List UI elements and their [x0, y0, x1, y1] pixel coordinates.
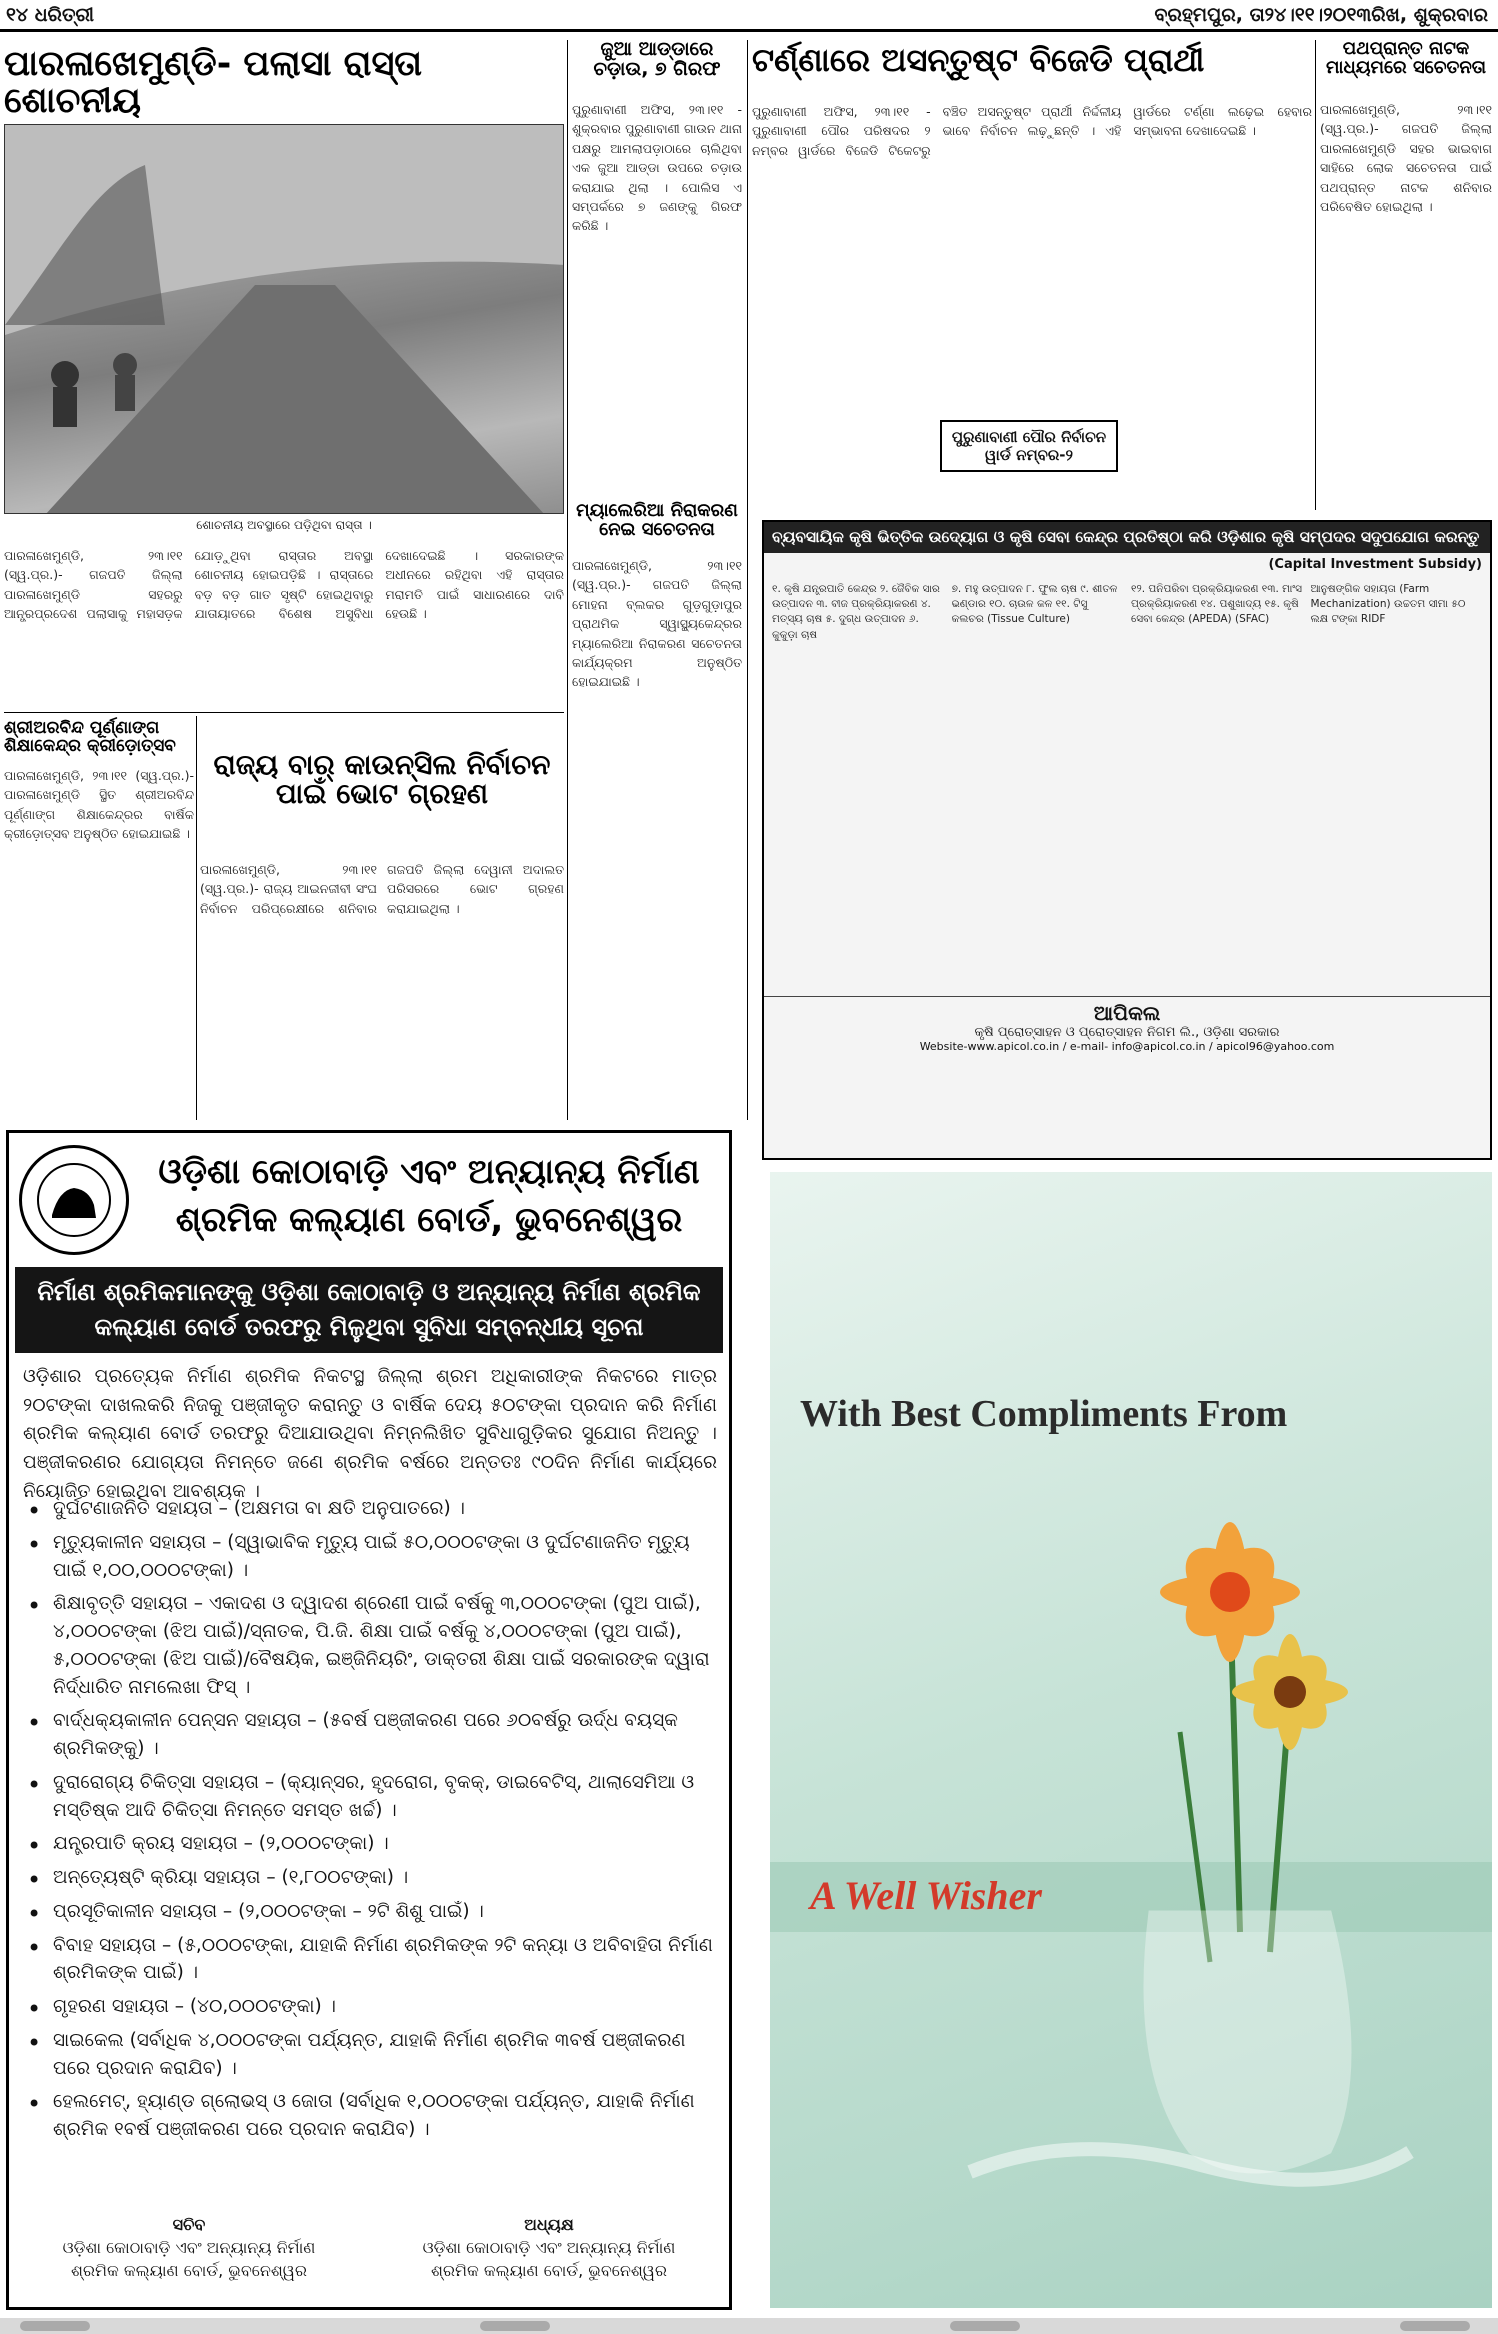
- signature-left: [19, 2213, 359, 2283]
- apicol-col-2: ୭. ମହୁ ଉତ୍ପାଦନ ୮. ଫୁଲ ଚାଷ ୯. ଶୀତଳ ଭଣ୍ଡାର ୧୦. ଚାଉଳ କଳ ୧୧. ଟିସୁ କଲଚର (Tissue Culture): [951, 583, 1118, 626]
- board-info-bar: ନିର୍ମାଣ ଶ୍ରମିକମାନଙ୍କୁ ଓଡ଼ିଶା କୋଠାବାଡ଼ି ଓ ଅନ୍ୟାନ୍ୟ ନିର୍ମାଣ ଶ୍ରମିକ କଲ୍ୟାଣ ବୋର୍ଡ ତରଫରୁ ମିଳୁଥିବା ସୁବିଧା ସମ୍ବନ୍ଧୀୟ ସୂଚନା: [15, 1267, 723, 1353]
- benefit-item: • ଶିକ୍ଷାବୃତ୍ତି ସହାୟତା – ଏକାଦଶ ଓ ଦ୍ୱାଦଶ ଶ୍ରେଣୀ ପାଇଁ ବର୍ଷକୁ ୩,୦୦୦ଟଙ୍କା (ପୁଅ ପାଇଁ), ୪,୦୦୦ଟଙ୍କା (ଝିଅ ପାଇଁ)/ସ୍ନାତକ, ପି.ଜି. ଶିକ୍ଷା ପାଇଁ ବର୍ଷକୁ ୪,୦୦୦ଟଙ୍କା (ପୁଅ ପାଇଁ), ୫,୦୦୦ଟଙ୍କା (ଝିଅ ପାଇଁ)/ବୈଷୟିକ, ଇଞ୍ଜିନିୟରିଂ, ଡାକ୍ତରୀ ଶିକ୍ଷା ପାଇଁ ସରକାରଙ୍କ ଦ୍ୱାରା ନିର୍ଦ୍ଧାରିତ ନାମଲେଖା ଫିସ୍ ।: [19, 1590, 719, 1701]
- column-rule: [196, 716, 197, 1120]
- board-logo: [19, 1145, 129, 1255]
- benefit-list: [19, 1495, 719, 2150]
- story4-box: ପୁରୁଣାବାଣୀ ପୌର ନିର୍ବାଚନ ୱାର୍ଡ ନମ୍ବର-୨: [940, 420, 1118, 472]
- apicol-web: Website-www.apicol.co.in / e-mail- info@apicol.co.in / apicol96@yahoo.com: [919, 1040, 1335, 1053]
- story7-body: ପାରଳାଖେମୁଣ୍ଡି, ୨୩।୧୧ (ସ୍ୱ.ପ୍ର.)- ରାଜ୍ୟ ଆଇନଜୀବୀ ସଂଘ ନିର୍ବାଚନ ପରିପ୍ରେକ୍ଷୀରେ ଶନିବାର ଗଜପତି ଜିଲ୍ଲା ଦେୱାନୀ ଅଦାଲତ ପରିସରରେ ଭୋଟ ଗ୍ରହଣ କରାଯାଇଥିଲା ।: [200, 862, 564, 916]
- story3-headline: ମ୍ୟାଲେରିଆ ନିରାକରଣ ନେଇ ସଚେତନତା: [576, 500, 738, 540]
- flowers-illustration: [770, 1172, 1492, 2308]
- story2-headline: ଜୁଆ ଆଡ୍ଡାରେ ଚଡ଼ାଉ, ୭ ଗିରଫ: [593, 38, 721, 80]
- story6-headline: ଶ୍ରୀଅରବିନ୍ଦ ପୂର୍ଣ୍ଣାଙ୍ଗ ଶିକ୍ଷାକେନ୍ଦ୍ର କ୍ରୀଡ଼ୋତ୍ସବ: [4, 718, 176, 756]
- signature-left-title: ସଚିବ: [172, 2215, 206, 2234]
- well-wisher-text: A Well Wisher: [810, 1873, 1042, 1918]
- signature-right-title: ଅଧ୍ୟକ୍ଷ: [524, 2215, 574, 2234]
- well-wisher-advertisement: [770, 1172, 1492, 2308]
- signature-right: [379, 2213, 719, 2283]
- column-rule: [747, 40, 748, 1120]
- apicol-advertisement: [762, 520, 1492, 1160]
- benefit-item: • ଦୁର୍ଘଟଣାଜନିତ ସହାୟତା – (ଅକ୍ଷମତା ବା କ୍ଷତି ଅନୁପାତରେ) ।: [19, 1495, 719, 1523]
- story5-body: ପାରଳାଖେମୁଣ୍ଡି, ୨୩।୧୧ (ସ୍ୱ.ପ୍ର.)- ଗଜପତି ଜିଲ୍ଲା ପାରଳାଖେମୁଣ୍ଡି ସହର ଭାଇବାଗ ସାହିରେ ଲୋକ ସଚେତନତା ପାଇଁ ପଥପ୍ରାନ୍ତ ନାଟକ ଶନିବାର ପରିବେଷିତ ହୋଇଥିଲା ।: [1320, 102, 1492, 214]
- story4-body: ପୁରୁଣାବାଣୀ ଅଫିସ, ୨୩।୧୧ - ପୁରୁଣାବାଣୀ ପୌର ପରିଷଦର ୨ ନମ୍ବର ୱାର୍ଡରେ ବିଜେଡି ଟିକେଟରୁ ବଞ୍ଚିତ ଅସନ୍ତୁଷ୍ଟ ପ୍ରାର୍ଥୀ ନିର୍ଦ୍ଦଳୀୟ ଭାବେ ନିର୍ବାଚନ ଲଢ଼ୁଛନ୍ତି । ଏହି ୱାର୍ଡରେ ଟର୍ଣ୍ଣା ଲଢ଼େଇ ହେବାର ସମ୍ଭାବନା ଦେଖାଦେଇଛି ।: [752, 104, 1312, 158]
- benefit-item: • ହେଲମେଟ୍, ହ୍ୟାଣ୍ଡ ଗ୍ଲୋଭସ୍ ଓ ଜୋତା (ସର୍ବାଧିକ ୧,୦୦୦ଟଙ୍କା ପର୍ଯ୍ୟନ୍ତ, ଯାହାକି ନିର୍ମାଣ ଶ୍ରମିକ ୧ବର୍ଷ ପଞ୍ଜୀକରଣ ପରେ ପ୍ରଦାନ କରାଯିବ) ।: [19, 2088, 719, 2144]
- apicol-org: ଆପିକଲ: [1093, 1001, 1161, 1025]
- story1-body: ପାରଳାଖେମୁଣ୍ଡି, ୨୩।୧୧ (ସ୍ୱ.ପ୍ର.)- ଗଜପତି ଜିଲ୍ଲା ପାରଳାଖେମୁଣ୍ଡି ସହରରୁ ଆନ୍ଧ୍ରପ୍ରଦେଶ ପଲାସାକୁ ମହାସଡ଼କ ଯୋଡ଼ୁଥିବା ରାସ୍ତାର ଅବସ୍ଥା ଶୋଚନୀୟ ହୋଇପଡ଼ିଛି । ରାସ୍ତାରେ ବଡ଼ ବଡ଼ ଗାତ ସୃଷ୍ଟି ହୋଇଥିବାରୁ ଯାତାୟାତରେ ବିଶେଷ ଅସୁବିଧା ଦେଖାଦେଇଛି । ସରକାରଙ୍କ ଅଧୀନରେ ରହିଥିବା ଏହି ରାସ୍ତାର ମରାମତି ପାଇଁ ସାଧାରଣରେ ଦାବି ହେଉଛି ।: [4, 548, 564, 622]
- apicol-org-sub: କୃଷି ପ୍ରୋତ୍ସାହନ ଓ ପ୍ରୋତ୍ସାହନ ନିଗମ ଲି., ଓଡ଼ିଶା ସରକାର: [974, 1025, 1280, 1040]
- board-title: ଓଡ଼ିଶା କୋଠାବାଡ଼ି ଏବଂ ଅନ୍ୟାନ୍ୟ ନିର୍ମାଣ ଶ୍ରମିକ କଲ୍ୟାଣ ବୋର୍ଡ, ଭୁବନେଶ୍ୱର: [158, 1152, 700, 1240]
- story7-headline: ରାଜ୍ୟ ବାର୍ କାଉନ୍ସିଲ ନିର୍ବାଚନ ପାଇଁ ଭୋଟ ଗ୍ରହଣ: [213, 748, 551, 811]
- benefit-item: • ମୃତ୍ୟୁକାଳୀନ ସହାୟତା – (ସ୍ୱାଭାବିକ ମୃତ୍ୟୁ ପାଇଁ ୫୦,୦୦୦ଟଙ୍କା ଓ ଦୁର୍ଘଟଣାଜନିତ ମୃତ୍ୟୁ ପାଇଁ ୧,୦୦,୦୦୦ଟଙ୍କା) ।: [19, 1529, 719, 1585]
- benefit-item: • ବିବାହ ସହାୟତା – (୫,୦୦୦ଟଙ୍କା, ଯାହାକି ନିର୍ମାଣ ଶ୍ରମିକଙ୍କ ୨ଟି କନ୍ୟା ଓ ଅବିବାହିତା ନିର୍ମାଣ ଶ୍ରମିକଙ୍କ ପାଇଁ) ।: [19, 1932, 719, 1988]
- compliments-text: With Best Compliments From: [800, 1393, 1288, 1435]
- road-photo: [4, 124, 564, 514]
- apicol-col-4: ଆନୁଷଙ୍ଗିକ ସହାୟତା (Farm Mechanization) ଉଚ୍ଚତମ ସୀମା ୫୦ ଲକ୍ଷ ଟଙ୍କା RIDF: [1310, 583, 1466, 626]
- signature-left-line2: ଶ୍ରମିକ କଲ୍ୟାଣ ବୋର୍ଡ, ଭୁବନେଶ୍ୱର: [71, 2261, 307, 2281]
- board-intro: ଓଡ଼ିଶାର ପ୍ରତ୍ୟେକ ନିର୍ମାଣ ଶ୍ରମିକ ନିକଟସ୍ଥ ଜିଲ୍ଲା ଶ୍ରମ ଅଧିକାରୀଙ୍କ ନିକଟରେ ମାତ୍ର ୨୦ଟଙ୍କା ଦାଖଲକରି ନିଜକୁ ପଞ୍ଜୀକୃତ କରାନ୍ତୁ ଓ ବାର୍ଷିକ ଦେୟ ୫୦ଟଙ୍କା ପ୍ରଦାନ କରି ନିର୍ମାଣ ଶ୍ରମିକ କଲ୍ୟାଣ ବୋର୍ଡ ତରଫରୁ ଦିଆଯାଉଥିବା ନିମ୍ନଲିଖିତ ସୁବିଧାଗୁଡ଼ିକର ସୁଯୋଗ ନିଅନ୍ତୁ । ପଞ୍ଜୀକରଣର ଯୋଗ୍ୟତା ନିମନ୍ତେ ଜଣେ ଶ୍ରମିକ ବର୍ଷରେ ଅନ୍ତତଃ ୯୦ଦିନ ନିର୍ମାଣ କାର୍ଯ୍ୟରେ ନିୟୋଜିତ ହୋଇଥିବା ଆବଶ୍ୟକ ।: [23, 1366, 717, 1502]
- story4-headline: ଟର୍ଣ୍ଣାରେ ଅସନ୍ତୁଷ୍ଟ ବିଜେଡି ପ୍ରାର୍ଥୀ: [752, 41, 1205, 79]
- page-footer-strip: [0, 2318, 1498, 2334]
- dateline: ବ୍ରହ୍ମପୁର, ତା୨୪।୧୧।୨୦୧୩ରିଖ, ଶୁକ୍ରବାର: [1154, 4, 1488, 26]
- apicol-title: ବ୍ୟବସାୟିକ କୃଷି ଭିତ୍ତିକ ଉଦ୍ୟୋଗ ଓ କୃଷି ସେବା କେନ୍ଦ୍ର ପ୍ରତିଷ୍ଠା କରି ଓଡ଼ିଶାର କୃଷି ସମ୍ପଦର ସଦୁପଯୋଗ କରନ୍ତୁ: [764, 522, 1490, 553]
- apicol-col-1: ୧. କୃଷି ଯନ୍ତ୍ରପାତି କେନ୍ଦ୍ର ୨. ଜୈବିକ ସାର ଉତ୍ପାଦନ ୩. ବୀଜ ପ୍ରକ୍ରିୟାକରଣ ୪. ମତ୍ସ୍ୟ ଚାଷ ୫. ଦୁଗ୍ଧ ଉତ୍ପାଦନ ୬. କୁକୁଡ଼ା ଚାଷ: [772, 583, 940, 641]
- benefit-item: • ଗୃହରଣ ସହାୟତା – (୪୦,୦୦୦ଟଙ୍କା) ।: [19, 1993, 719, 2021]
- labour-board-advertisement: [6, 1130, 732, 2310]
- benefit-item: • ଯନ୍ତ୍ରପାତି କ୍ରୟ ସହାୟତା – (୨,୦୦୦ଟଙ୍କା) ।: [19, 1830, 719, 1858]
- story5-headline: ପଥପ୍ରାନ୍ତ ନାଟକ ମାଧ୍ୟମରେ ସଚେତନତା: [1325, 38, 1487, 78]
- section-rule: [4, 712, 564, 713]
- benefit-item: • ବାର୍ଦ୍ଧକ୍ୟକାଳୀନ ପେନ୍‌ସନ ସହାୟତା – (୫ବର୍ଷ ପଞ୍ଜୀକରଣ ପରେ ୬୦ବର୍ଷରୁ ଊର୍ଦ୍ଧ ବୟସ୍କ ଶ୍ରମିକଙ୍କୁ) ।: [19, 1707, 719, 1763]
- signature-right-line2: ଶ୍ରମିକ କଲ୍ୟାଣ ବୋର୍ଡ, ଭୁବନେଶ୍ୱର: [431, 2261, 667, 2281]
- benefit-item: • ସାଇକେଲ (ସର୍ବାଧିକ ୪,୦୦୦ଟଙ୍କା ପର୍ଯ୍ୟନ୍ତ, ଯାହାକି ନିର୍ମାଣ ଶ୍ରମିକ ୩ବର୍ଷ ପଞ୍ଜୀକରଣ ପରେ ପ୍ରଦାନ କରାଯିବ) ।: [19, 2027, 719, 2083]
- masthead: [0, 0, 1498, 32]
- benefit-item: • ଅନ୍ତ୍ୟେଷ୍ଟି କ୍ରିୟା ସହାୟତା – (୧,୮୦୦ଟଙ୍କା) ।: [19, 1864, 719, 1892]
- road-photo-illustration: [5, 125, 564, 514]
- benefit-item: • ଦୁରାରୋଗ୍ୟ ଚିକିତ୍ସା ସହାୟତା – (କ୍ୟାନ୍‌ସର, ହୃଦରୋଗ, ବୃକକ୍, ଡାଇବେଟିସ୍, ଥାଲାସେମିଆ ଓ ମସ୍ତିଷ୍କ ଆଦି ଚିକିତ୍ସା ନିମନ୍ତେ ସମସ୍ତ ଖର୍ଚ୍ଚ) ।: [19, 1769, 719, 1825]
- apicol-col-3: ୧୨. ପନିପରିବା ପ୍ରକ୍ରିୟାକରଣ ୧୩. ମାଂସ ପ୍ରକ୍ରିୟାକରଣ ୧୪. ପଶୁଖାଦ୍ୟ ୧୫. କୃଷି ସେବା କେନ୍ଦ୍ର (APEDA) (SFAC): [1131, 583, 1302, 626]
- story1-headline: ପାରଳାଖେମୁଣ୍ଡି- ପଲାସା ରାସ୍ତା ଶୋଚନୀୟ: [4, 44, 423, 121]
- story6-body: ପାରଳାଖେମୁଣ୍ଡି, ୨୩।୧୧ (ସ୍ୱ.ପ୍ର.)- ପାରଳାଖେମୁଣ୍ଡି ସ୍ଥିତ ଶ୍ରୀଅରବିନ୍ଦ ପୂର୍ଣ୍ଣାଙ୍ଗ ଶିକ୍ଷାକେନ୍ଦ୍ରର ବାର୍ଷିକ କ୍ରୀଡ଼ୋତ୍ସବ ଅନୁଷ୍ଠିତ ହୋଇଯାଇଛି ।: [4, 768, 194, 842]
- page-number: ୧୪ ଧରିତ୍ରୀ: [6, 4, 95, 26]
- benefit-item: • ପ୍ରସୂତିକାଳୀନ ସହାୟତା – (୨,୦୦୦ଟଙ୍କା – ୨ଟି ଶିଶୁ ପାଇଁ) ।: [19, 1898, 719, 1926]
- signature-left-line1: ଓଡ଼ିଶା କୋଠାବାଡ଼ି ଏବଂ ଅନ୍ୟାନ୍ୟ ନିର୍ମାଣ: [62, 2238, 316, 2258]
- photo-caption: ଶୋଚନୀୟ ଅବସ୍ଥାରେ ପଡ଼ିଥିବା ରାସ୍ତା ।: [196, 518, 372, 532]
- lion-emblem-icon: [34, 1160, 114, 1240]
- column-rule: [567, 40, 568, 1120]
- signature-right-line1: ଓଡ଼ିଶା କୋଠାବାଡ଼ି ଏବଂ ଅନ୍ୟାନ୍ୟ ନିର୍ମାଣ: [422, 2238, 676, 2258]
- subsidy-label: (Capital Investment Subsidy): [1268, 557, 1482, 572]
- column-rule: [1315, 40, 1316, 510]
- story2-body: ପୁରୁଣାବାଣୀ ଅଫିସ, ୨୩।୧୧ - ଶୁକ୍ରବାର ପୁରୁଣାବାଣୀ ଗାଉନ ଥାନା ପକ୍ଷରୁ ଆମଲାପଡ଼ାଠାରେ ଚାଲିଥିବା ଏକ ଜୁଆ ଆଡ୍ଡା ଉପରେ ଚଡ଼ାଉ କରାଯାଇ ଥିଲା । ପୋଲିସ ଏ ସମ୍ପର୍କରେ ୭ ଜଣଙ୍କୁ ଗିରଫ କରିଛି ।: [572, 102, 742, 234]
- story3-body: ପାରଳାଖେମୁଣ୍ଡି, ୨୩।୧୧ (ସ୍ୱ.ପ୍ର.)- ଗଜପତି ଜିଲ୍ଲା ମୋହନା ବ୍ଲକର ଗୁଡ଼ଗୁଡ଼ାପୁର ପ୍ରାଥମିକ ସ୍ୱାସ୍ଥ୍ୟକେନ୍ଦ୍ରର ମ୍ୟାଲେରିଆ ନିରାକରଣ ସଚେତନତା କାର୍ଯ୍ୟକ୍ରମ ଅନୁଷ୍ଠିତ ହୋଇଯାଇଛି ।: [572, 558, 742, 690]
